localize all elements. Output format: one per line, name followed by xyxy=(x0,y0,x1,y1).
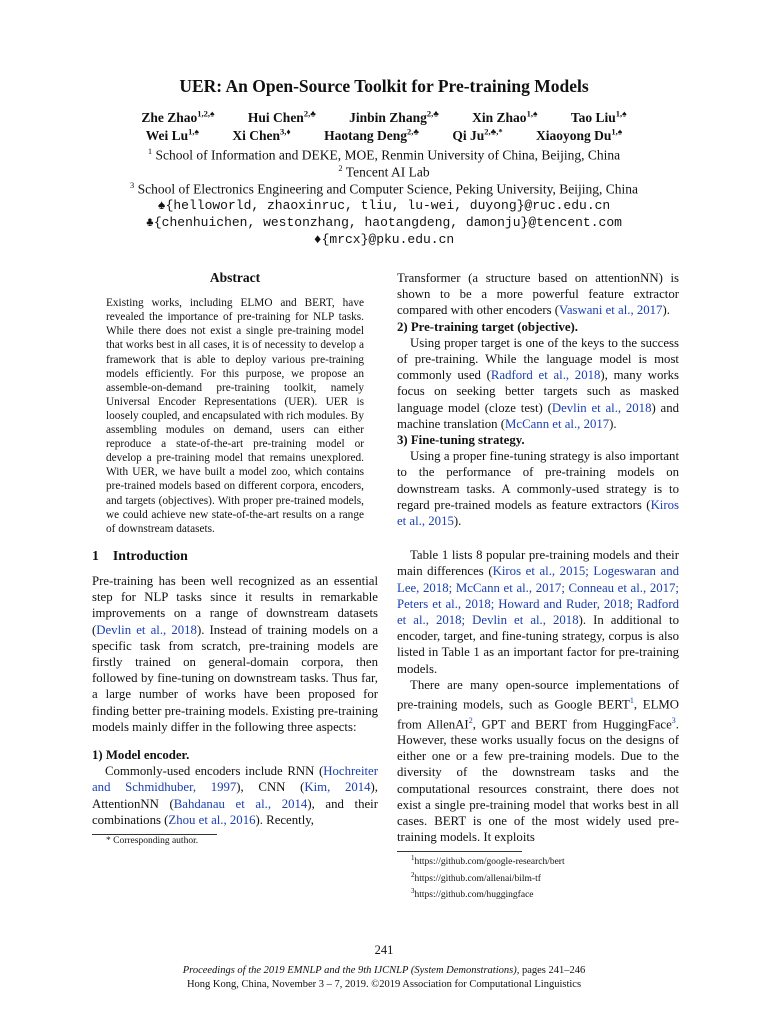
citation-link[interactable]: McCann et al., 2017 xyxy=(505,416,610,431)
left-column xyxy=(92,270,378,847)
footnote: $^1$https://github.com/google-research/bert xyxy=(411,854,565,868)
section-heading-introduction: 1 Introduction xyxy=(92,547,188,563)
paragraph: Transformer (a structure based on attentionNN) is shown to be a more powerful feature extractor compared with other encoders (Vaswani et al., 2017). xyxy=(397,271,679,318)
footnote: $^2$https://github.com/allenai/bilm-tf xyxy=(411,870,541,884)
email-line: ♦{mrcx}@pku.edu.cn xyxy=(313,232,455,247)
paragraph: There are many open-source implementations of pre-training models, such as Google BERT$^1$, ELMO from AllenAI$^2$, GPT and BERT from HuggingFace$^3$. However, these works usually focus on the designs of either one or a few pre-training models. Due to the diversity of the downstream tasks and the computational resources constraint, there does not exist a single pre-training model that works best in all cases. BERT is one of the most widely used pre-training models. It exploits xyxy=(397,677,680,845)
author: Tao Liu$^{1,♠}$ xyxy=(570,108,627,125)
subheading-fine-tuning: 3) Fine-tuning strategy. xyxy=(397,433,525,448)
citation-link[interactable]: Vaswani et al., 2017 xyxy=(559,303,663,318)
paragraph: Table 1 lists 8 popular pre-training models and their main differences (Kiros et al., 2015; Logeswaran and Lee, 2018; McCann et al., 2017; Conneau et al., 2017; Peters et al., 2018; Howard and Ruder, 2018; Radford et al., 2018; Devlin et al., 2018). In additional to encoder, target, and fine-tuning strategy, corpus is also listed in Table 1 as an important factor for pre-training models. xyxy=(397,548,679,676)
citation-link[interactable]: Kiros et al., 2015 xyxy=(397,497,679,529)
citation-link[interactable]: Hochreiter and Schmidhuber, 1997 xyxy=(92,764,378,795)
author: Zhe Zhao$^{1,2,♠}$ xyxy=(141,108,215,125)
author: Xi Chen$^{3,♦}$ xyxy=(232,126,291,143)
citation-link[interactable]: Zhou et al., 2016 xyxy=(168,812,256,827)
abstract-heading: Abstract xyxy=(209,270,261,285)
author: Xin Zhao$^{1,♠}$ xyxy=(472,108,538,125)
affiliation: $^3$ School of Electronics Engineering and Computer Science, Peking University, Beijing, China xyxy=(129,180,639,197)
subheading-model-encoder: 1) Model encoder. xyxy=(92,748,190,763)
citation-link[interactable]: Kim, 2014 xyxy=(304,780,371,795)
paper-title: UER: An Open-Source Toolkit for Pre-training Models xyxy=(179,76,589,96)
email-line: ♣{chenhuichen, westonzhang, haotangdeng, damonju}@tencent.com xyxy=(146,215,622,230)
citation-link[interactable]: Radford et al., 2018 xyxy=(490,368,601,383)
paragraph: Using a proper fine-tuning strategy is also important to the performance of pre-training models on downstream tasks. A commonly-used strategy is to regard pre-trained models as feature extractors (Kiros et al., 2015). xyxy=(397,449,679,529)
author: Wei $Lu^{1,♠}$ xyxy=(145,126,200,143)
paragraph: Using proper target is one of the keys to the success of pre-training. While the language model is most commonly used (Radford et al., 2018), many works focus on seeking better targets such as masked language model (cloze test) (Devlin et al., 2018) and machine translation (McCann et al., 2017). xyxy=(397,335,680,431)
club-icon: ♣ xyxy=(146,215,154,230)
author: Haotang Deng$^{2,♣}$ xyxy=(324,126,419,143)
abstract-text: Existing works, including ELMO and BERT, have revealed the importance of pre-training for NLP tasks. While there does not exist a single pre-training model that works best in all cases, it is of necessity to develop a framework that is able to deploy various pre-training models efficiently. For this purpose, we propose an assemble-on-demand pre-training toolkit, namely Universal Encoder Representations (UER). UER is loosely coupled, and encapsulated with rich modules. By assembling modules on demand, users can either reproduce a state-of-the-art pre-training model or develop a pre-training model that remains unexplored. With UER, we have built a model zoo, which contains pre-trained models based on different corpora, encoders, and targets (objectives). With proper pre-trained models, we could achieve new state-of-the-art results on a range of downstream datasets. xyxy=(106,297,364,535)
paragraph: Commonly-used encoders include RNN (Hochreiter and Schmidhuber, 1997), CNN (Kim, 2014), AttentionNN (Bahdanau et al., 2014), and their combinations (Zhou et al., 2016). Recently, xyxy=(92,764,379,827)
footnote-link[interactable]: 3 xyxy=(671,715,676,725)
proceedings-line: Proceedings of the 2019 EMNLP and the 9th IJCNLP (System Demonstrations), pages 241–246 xyxy=(182,965,586,976)
corresponding-author-note: * Corresponding author. xyxy=(106,836,199,847)
subheading-pretraining-target: 2) Pre-training target (objective). xyxy=(397,319,578,334)
author: Xiaoyong $Du^{1,♠}$ xyxy=(535,126,623,143)
author-list-row2 xyxy=(0,126,768,144)
page-number: 241 xyxy=(374,943,394,957)
affiliation: $^1$ School of Information and DEKE, MOE, Renmin University of China, Beijing, China xyxy=(147,146,621,163)
paragraph: Pre-training has been well recognized as an essential step for NLP tasks since it results in remarkable improvements on a range of downstream datasets (Devlin et al., 2018). Instead of training models on a specific task from scratch, pre-training models are firstly trained on general-domain corpora, then followed by fine-tuning on downstream tasks. Thus far, a large number of works have been proposed for finding better pre-training models. Existing pre-training models mainly differ in the following three aspects: xyxy=(92,574,379,734)
email-line: ♠{helloworld, zhaoxinruc, tliu, lu-wei, duyong}@ruc.edu.cn xyxy=(157,198,611,213)
author: Hui Chen$^{2,♣}$ xyxy=(247,108,316,125)
proceedings-line: Hong Kong, China, November 3 – 7, 2019. ©2019 Association for Computational Linguistics xyxy=(186,979,582,990)
citation-link[interactable]: Kiros et al., 2015; Logeswaran and Lee, 2018; McCann et al., 2017; Conneau et al., 2017; Peters et al., 2018; Howard and Ruder, 2018; Radford et al., 2018; Devlin et al., 2018 xyxy=(397,564,679,628)
diamond-icon: ♦ xyxy=(313,232,322,247)
citation-link[interactable]: Devlin et al., 2018 xyxy=(551,400,652,415)
spade-icon: ♠ xyxy=(157,198,166,213)
author-list-row1 xyxy=(0,108,768,126)
citation-link[interactable]: Bahdanau et al., 2014 xyxy=(173,796,308,811)
right-column xyxy=(397,270,679,901)
citation-link[interactable]: Devlin et al., 2018 xyxy=(96,622,197,637)
affiliation: $^2$ Tencent AI Lab xyxy=(338,163,430,180)
author: Qi $Ju^{2,♣,*}$ xyxy=(452,126,503,143)
footnote-link[interactable]: 1 xyxy=(629,696,634,706)
footnote-link[interactable]: 2 xyxy=(468,715,473,725)
footnote: $^3$https://github.com/huggingface xyxy=(411,886,534,900)
author: Jinbin Zhang$^{2,♣}$ xyxy=(349,108,439,125)
